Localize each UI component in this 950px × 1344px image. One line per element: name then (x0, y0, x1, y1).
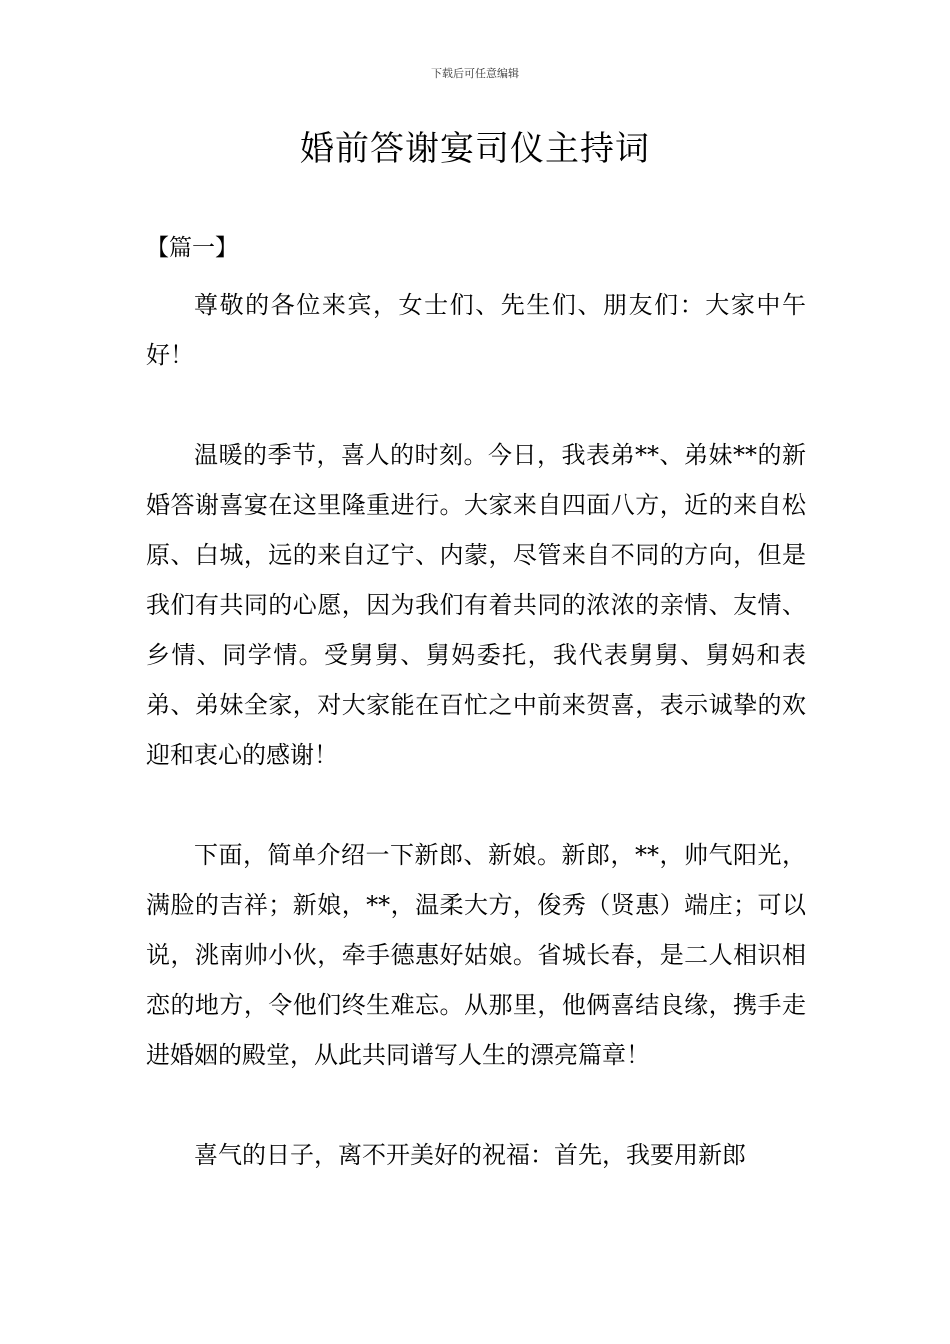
section-label: 【篇一】 (146, 235, 238, 261)
document-body (146, 280, 806, 1180)
paragraph-introduction: 下面，简单介绍一下新郎、新娘。新郎，**，帅气阳光，满脸的吉祥；新娘，**，温柔大方，俊秀（贤惠）端庄；可以说，洮南帅小伙，牵手德惠好姑娘。省城长春，是二人相识相恋的地方，令他们终生难忘。从那里，他俩喜结良缘，携手走进婚姻的殿堂，从此共同谱写人生的漂亮篇章！ (146, 841, 806, 1069)
header-note: 下载后可任意编辑 (431, 67, 519, 80)
page-title: 婚前答谢宴司仪主持词 (300, 129, 650, 169)
paragraph-greeting: 尊敬的各位来宾，女士们、先生们、朋友们：大家中午好！ (146, 291, 806, 369)
paragraph-welcome: 温暖的季节，喜人的时刻。今日，我表弟**、弟妹**的新婚答谢喜宴在这里隆重进行。大家来自四面八方，近的来自松原、白城，远的来自辽宁、内蒙，尽管来自不同的方向，但是我们有共同的心愿，因为我们有着共同的浓浓的亲情、友情、乡情、同学情。受舅舅、舅妈委托，我代表舅舅、舅妈和表弟、弟妹全家，对大家能在百忙之中前来贺喜，表示诚挚的欢迎和衷心的感谢！ (146, 441, 806, 769)
paragraph-blessing: 喜气的日子，离不开美好的祝福：首先，我要用新郎 (194, 1141, 746, 1169)
paragraph-gap (146, 380, 806, 430)
paragraph-gap (146, 780, 806, 830)
paragraph-gap (146, 1080, 806, 1130)
